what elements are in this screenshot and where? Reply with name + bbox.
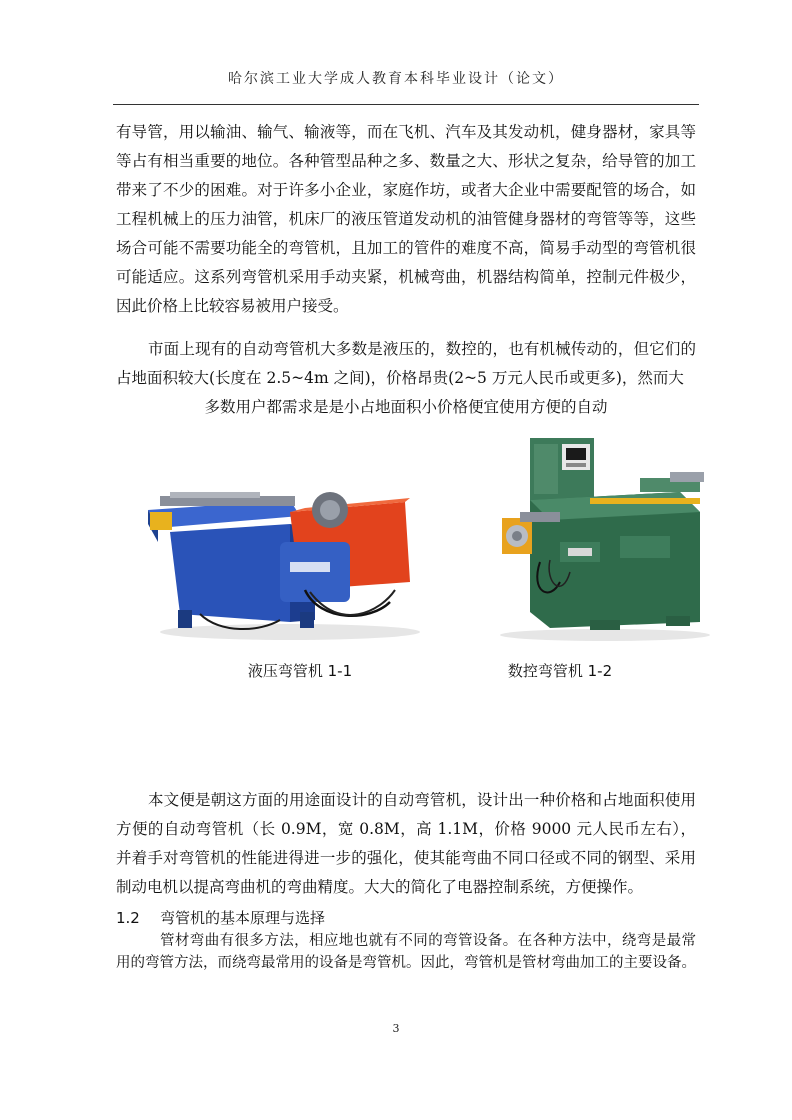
figure-caption-left: 液压弯管机 1-1 <box>247 662 353 680</box>
paragraph-4: 管材弯曲有很多方法，相应地也就有不同的弯管设备。在各种方法中，绕弯是最常用的弯管方法，而绕弯最常用的设备是弯管机。因此，弯管机是管材弯曲加工的主要设备。 <box>116 933 696 971</box>
section-title: 弯管机的基本原理与选择 <box>160 909 326 927</box>
section-number: 1.2 <box>116 909 140 927</box>
hydraulic-bender-illustration <box>140 472 430 642</box>
running-header: 哈尔滨工业大学成人教育本科毕业设计（论文） <box>228 71 564 87</box>
hydraulic-bender-figure <box>140 472 430 642</box>
paragraph-2: 市面上现有的自动弯管机大多数是液压的，数控的，也有机械传动的，但它们的占地面积较大(长度在 2.5~4m 之间)，价格昂贵(2~5 万元人民币或更多)，然而大 <box>116 340 696 387</box>
paragraph-1: 有导管，用以输油、输气、输液等，而在飞机、汽车及其发动机，健身器材，家具等等占有相当重要的地位。各种管型品种之多、数量之大、形状之复杂，给导管的加工带来了不少的困难。对于许多小企业，家庭作坊，或者大企业中需要配管的场合，如工程机械上的压力油管，机床厂的液压管道发动机的油管健身器材的弯管等等，这些场合可能不需要功能全的弯管机，且加工的管件的难度不高，简易手动型的弯管机很可能适应。这系列弯管机采用手动夹紧，机械弯曲，机器结构简单，控制元件极少，因此价格上比较容易被用户接受。 <box>116 123 696 315</box>
figure-caption-right: 数控弯管机 1-2 <box>507 662 613 680</box>
paragraph-2-last-line: 多数用户都需求是是小占地面积小价格便宜使用方便的自动 <box>204 398 608 416</box>
cnc-bender-illustration <box>490 432 715 642</box>
cnc-bender-figure <box>490 432 715 642</box>
paragraph-3: 本文便是朝这方面的用途面设计的自动弯管机，设计出一种价格和占地面积使用方便的自动弯管机（长 0.9M，宽 0.8M，高 1.1M，价格 9000 元人民币左右），并着手对弯管机的性能进得进一步的强化，使其能弯曲不同口径或不同的钢型、采用制动电机以提高弯曲机的弯曲精度。大大的简化了电器控制系统，方便操作。 <box>116 791 696 896</box>
page-number: 3 <box>392 1022 400 1035</box>
section-heading <box>116 907 325 928</box>
header-rule <box>113 104 699 105</box>
